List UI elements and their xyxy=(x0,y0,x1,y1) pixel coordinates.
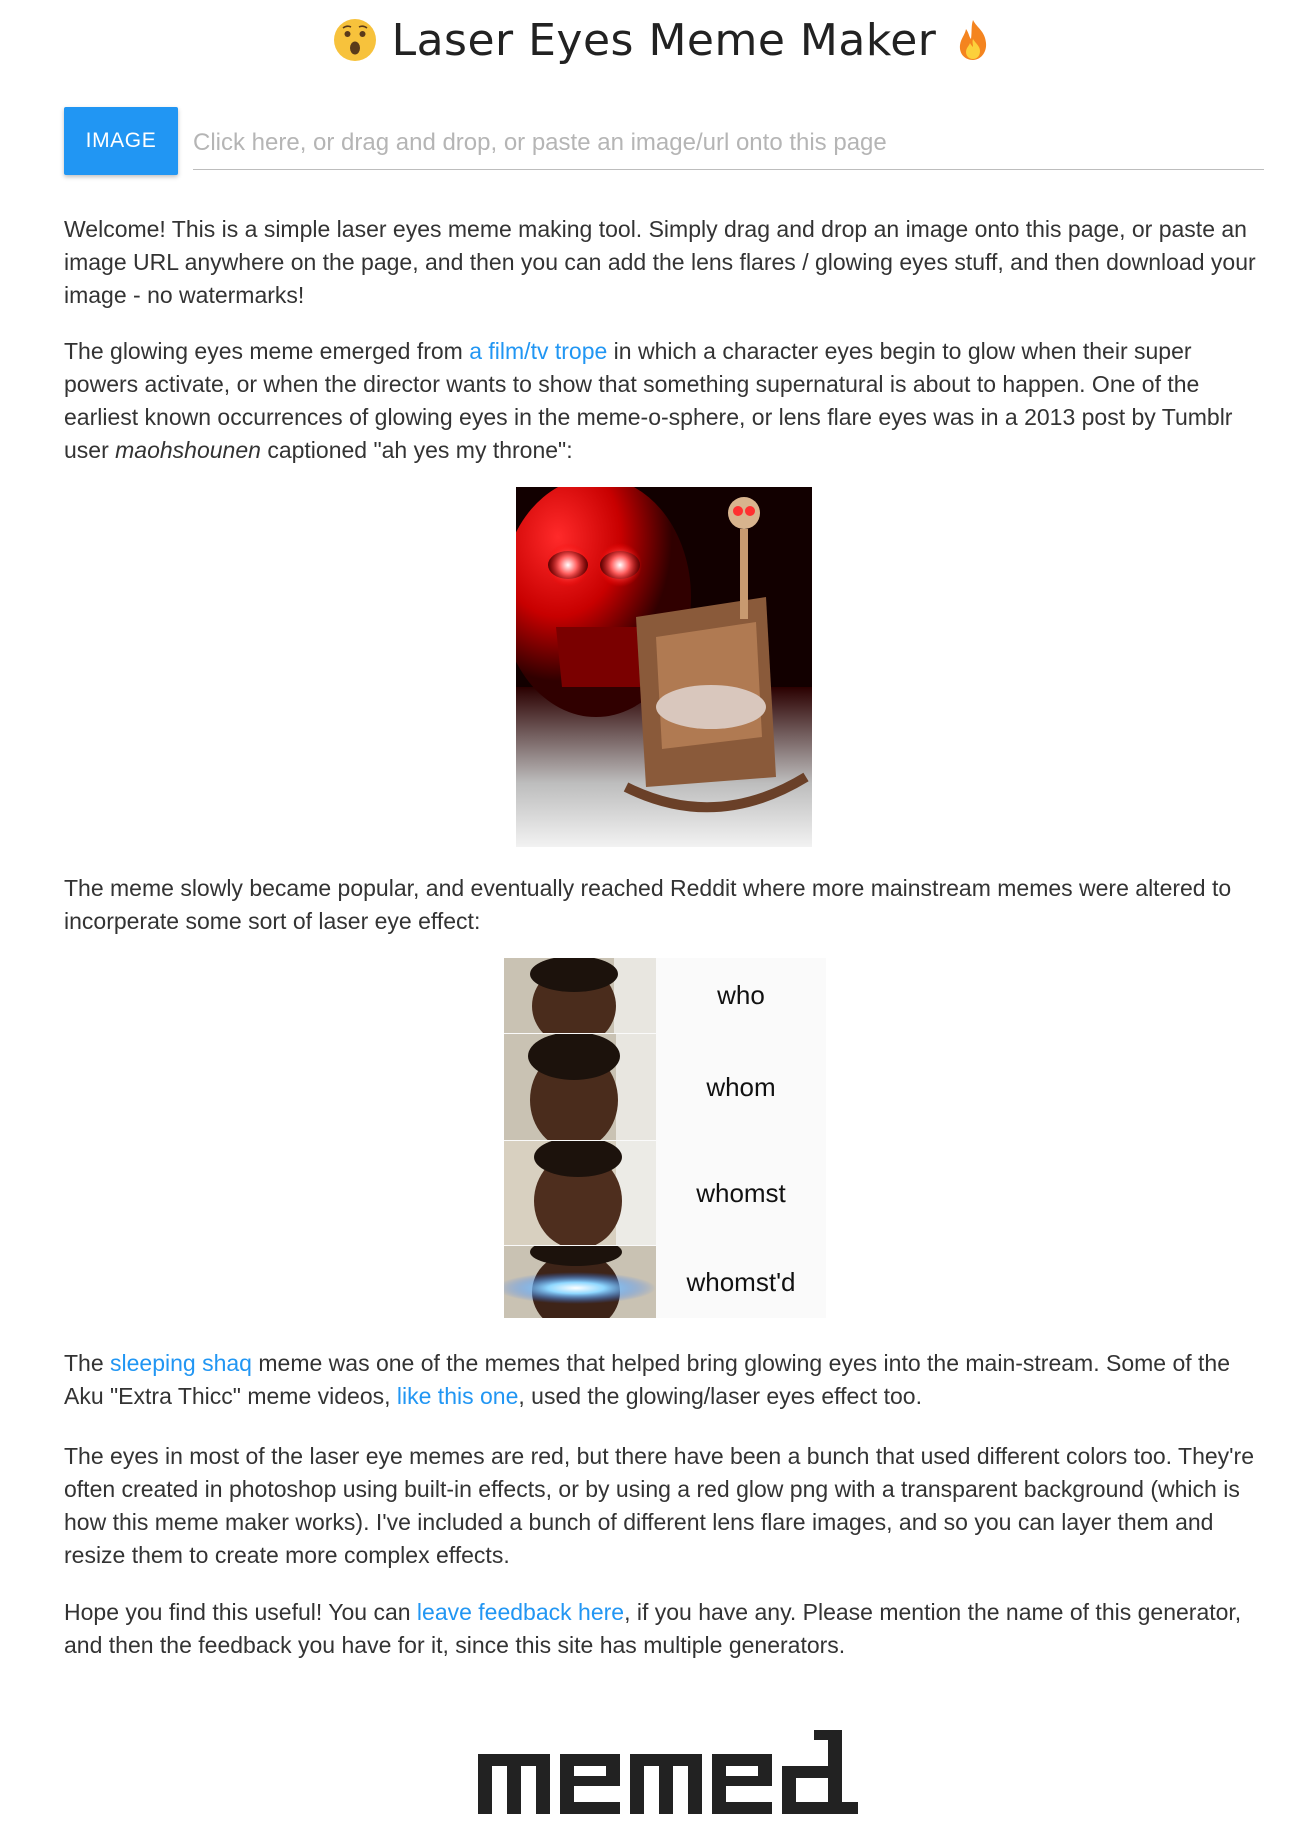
astonished-face-icon xyxy=(332,17,378,63)
shaq-paragraph xyxy=(64,1347,1264,1413)
who-whom-whomst-meme-image xyxy=(504,958,826,1318)
meme-row xyxy=(504,1246,826,1318)
feedback-text-2: , if you have any. Please mention the name of this generator, and then the feedback you have for it, since this site has multiple generators. xyxy=(64,1599,1242,1658)
upload-row xyxy=(64,107,1264,177)
meme-label: whomst'd xyxy=(686,1266,796,1297)
film-tv-trope-link[interactable]: a film/tv trope xyxy=(469,338,608,364)
feedback-paragraph xyxy=(64,1596,1264,1662)
face-image xyxy=(504,1141,656,1245)
intro-paragraph: Welcome! This is a simple laser eyes meme making tool. Simply drag and drop an image onto this page, or paste an image URL anywhere on the page, and then you can add the lens flares / glowing eyes stuff, and then download your image - no watermarks! xyxy=(64,216,1256,308)
image-url-input[interactable] xyxy=(193,117,1264,170)
image-upload-button[interactable]: IMAGE xyxy=(64,107,178,175)
face-image xyxy=(504,1246,656,1318)
reddit-paragraph: The meme slowly became popular, and eventually reached Reddit where more mainstream memes were altered to incorperate some sort of laser eye effect: xyxy=(64,875,1232,934)
meme-label: whomst xyxy=(696,1177,786,1208)
feedback-text-1: Hope you find this useful! You can xyxy=(64,1599,417,1625)
meme-row xyxy=(504,958,826,1033)
page-title xyxy=(64,8,1264,72)
like-this-one-link[interactable]: like this one xyxy=(396,1383,519,1409)
history-text-1: The glowing eyes meme emerged from xyxy=(64,338,470,364)
history-text-2: in which a character eyes begin to glow when their super powers activate, or when the director wants to show that something supernatural is about to happen. One of the earliest known occurrences of glowing eyes in the meme-o-sphere, or lens flare eyes was in a 2013 post by Tumblr user xyxy=(64,338,1233,463)
shaq-text-3: , used the glowing/laser eyes effect too. xyxy=(518,1383,922,1409)
face-image xyxy=(504,958,656,1033)
meme-label: who xyxy=(717,980,765,1010)
meme-label: whom xyxy=(706,1071,776,1102)
leave-feedback-link[interactable]: leave feedback here xyxy=(416,1599,625,1625)
meme-row xyxy=(504,1034,826,1140)
colors-paragraph: The eyes in most of the laser eye memes are red, but there have been a bunch that used different colors too. They're often created in photoshop using built-in effects, or by using a red glow png with a transparent background (which is how this meme maker works). I've included a bunch of different lens flare images, and so you can layer them and resize them to create more complex effects. xyxy=(64,1443,1255,1568)
history-paragraph xyxy=(64,335,1264,467)
shaq-text-2: meme was one of the memes that helped bring glowing eyes into the main-stream. Some of the Aku "Extra Thicc" meme videos, xyxy=(64,1350,1230,1409)
memed-logo[interactable] xyxy=(478,1730,858,1830)
fire-icon xyxy=(950,17,996,63)
title-text: Laser Eyes Meme Maker xyxy=(391,14,937,66)
history-text-3: captioned "ah yes my throne": xyxy=(260,437,573,463)
face-image xyxy=(504,1034,656,1140)
sleeping-shaq-link[interactable]: sleeping shaq xyxy=(110,1350,252,1376)
skeleton-throne-meme-image xyxy=(516,487,812,847)
meme-row xyxy=(504,1141,826,1245)
shaq-text-1: The xyxy=(64,1350,111,1376)
tumblr-username: maohshounen xyxy=(115,437,261,463)
